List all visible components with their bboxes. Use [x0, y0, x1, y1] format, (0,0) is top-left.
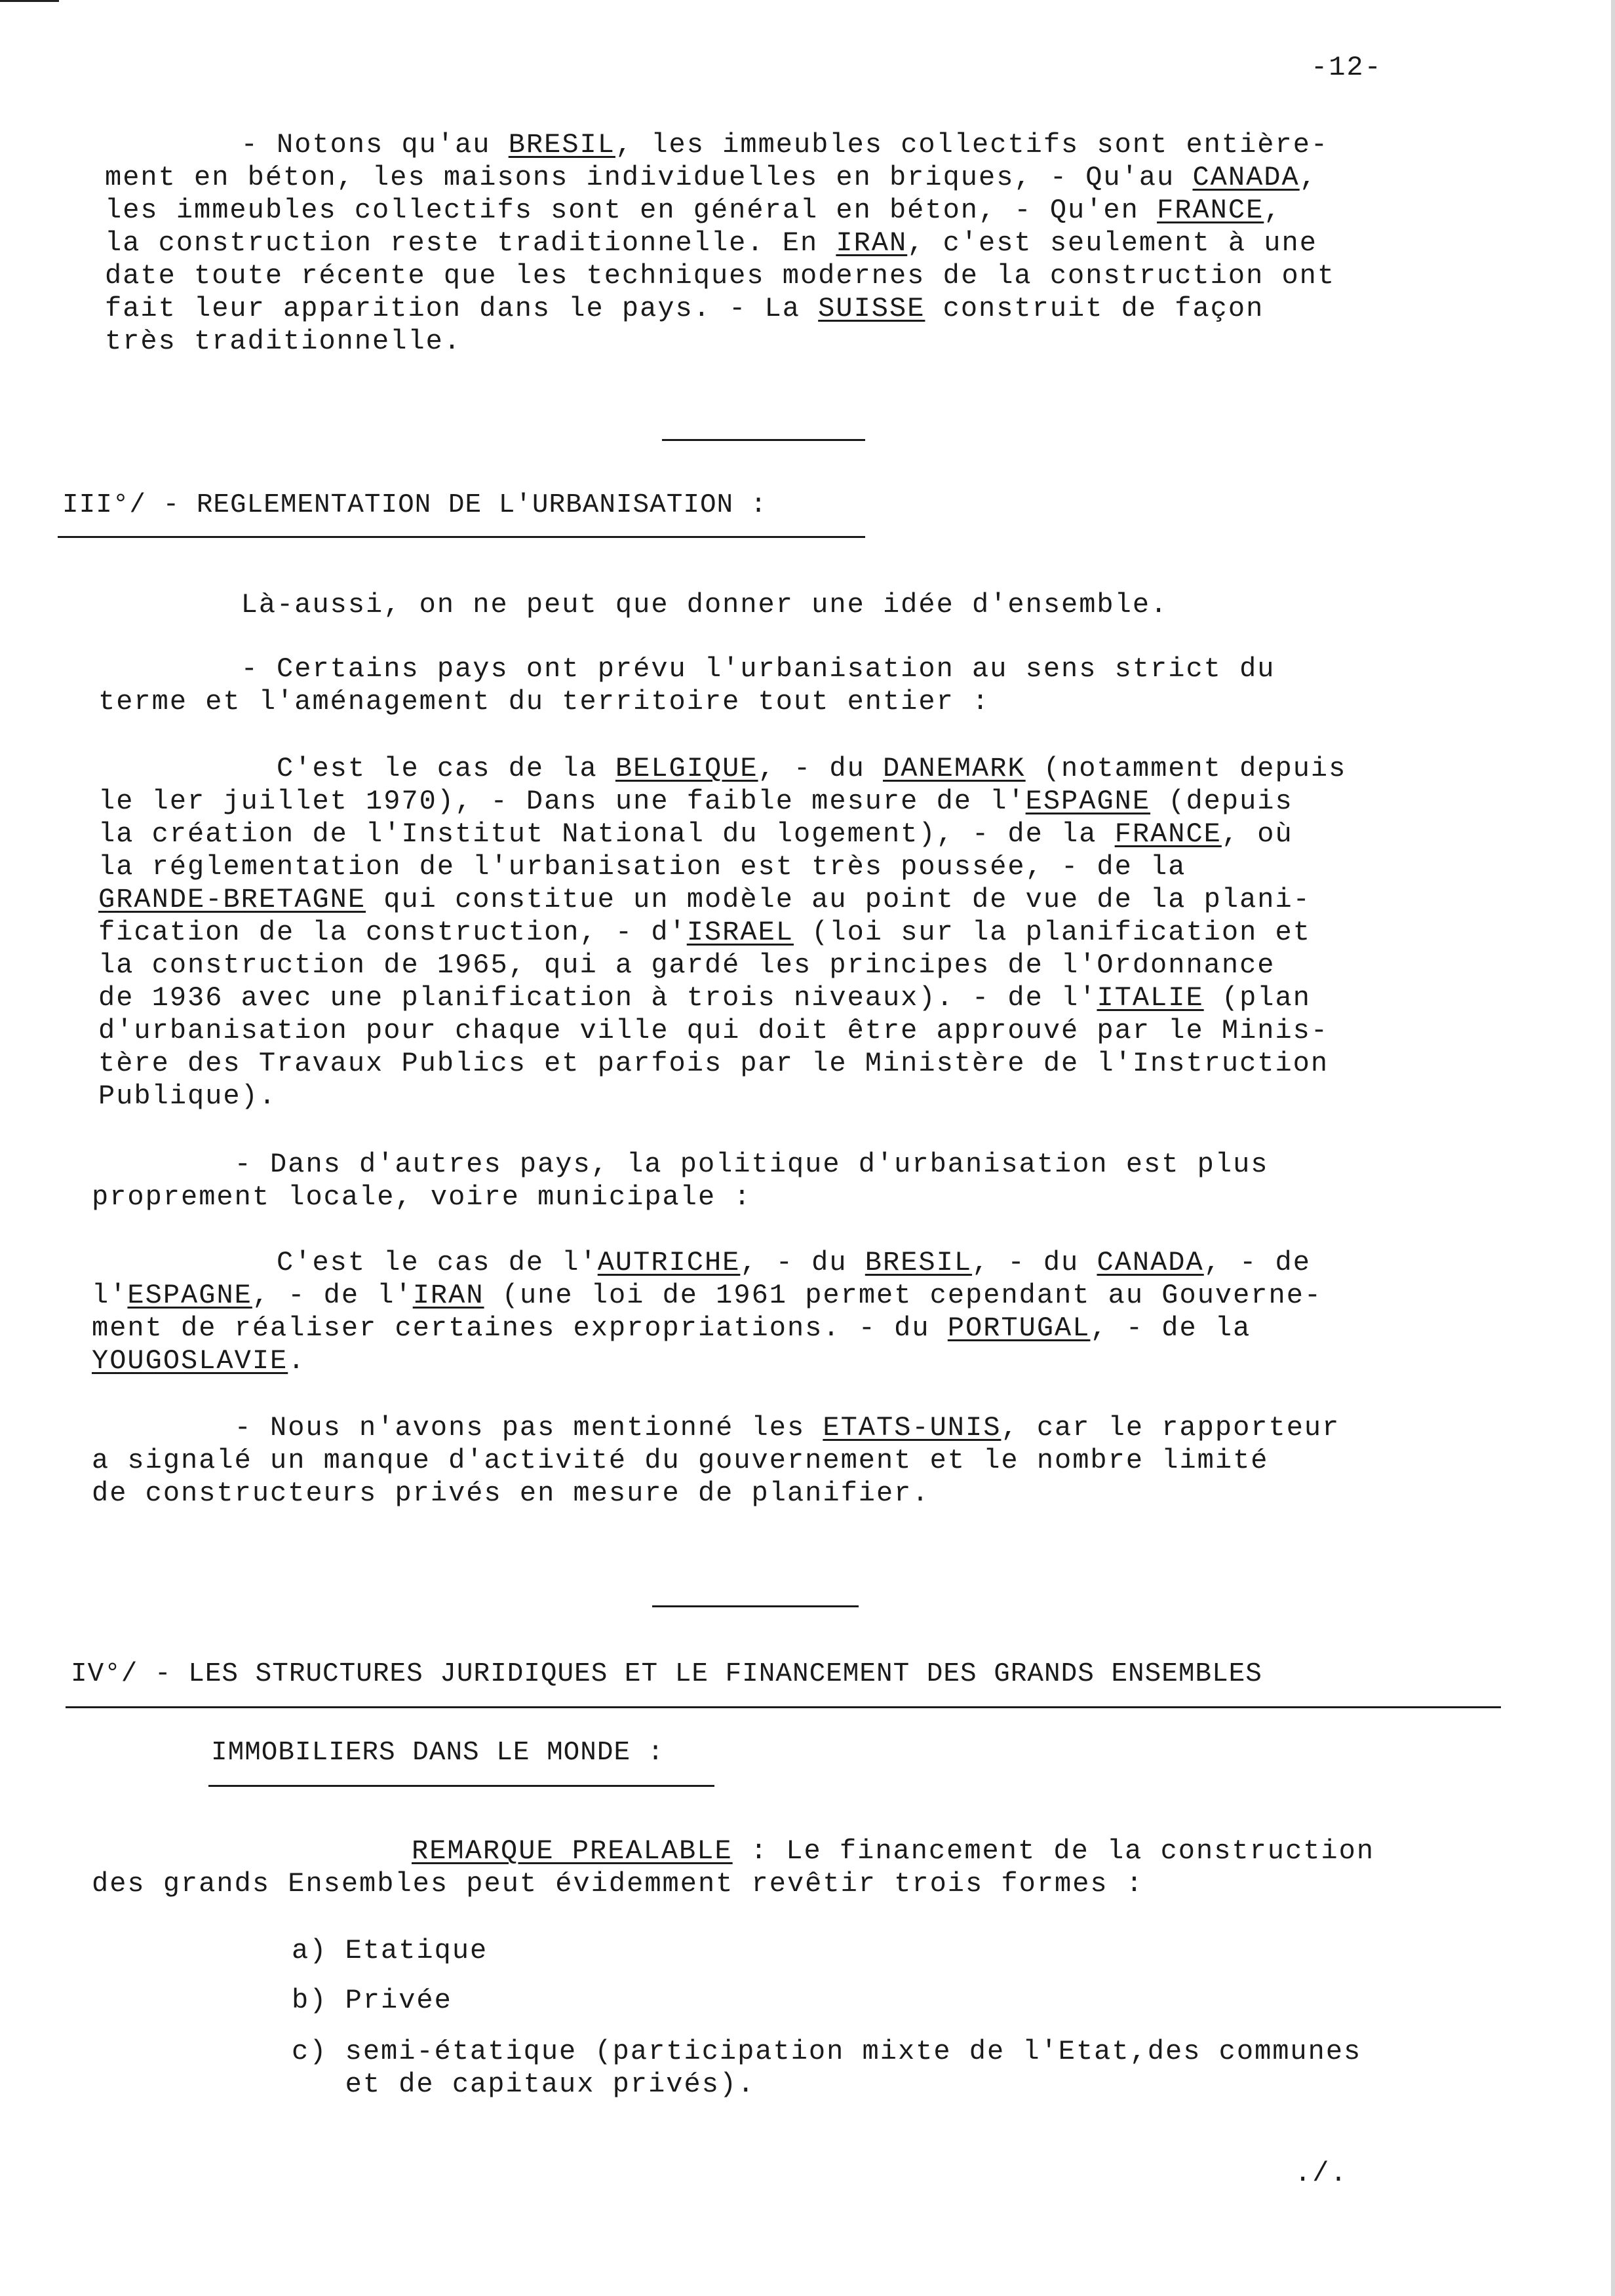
s3-p5-line-4: YOUGOSLAVIE. [92, 1345, 306, 1377]
s3-p5-line-1: C'est le cas de l'AUTRICHE, - du BRESIL, - du CANADA, - de [98, 1247, 1311, 1278]
page-number: -12- [1311, 52, 1382, 83]
country-france: FRANCE [1157, 195, 1264, 226]
scan-mark [0, 0, 59, 2]
intro-line-2: ment en béton, les maisons individuelles en briques, - Qu'au CANADA, [105, 162, 1317, 193]
country-etats-unis: ETATS-UNIS [823, 1412, 1002, 1444]
s3-p5-line-3: ment de réaliser certaines expropriations. - du PORTUGAL, - de la [92, 1312, 1251, 1344]
country-suisse: SUISSE [818, 293, 925, 324]
s3-p3-line-3: la création de l'Institut National du logement), - de la FRANCE, où [98, 818, 1293, 850]
list-item-c-line-2: et de capitaux privés). [292, 2069, 756, 2100]
s3-p3-line-4: la réglementation de l'urbanisation est très poussée, - de la [98, 851, 1186, 883]
country-danemark: DANEMARK [883, 753, 1026, 784]
page-edge-shadow [1611, 0, 1615, 2296]
remark-label: REMARQUE PREALABLE [412, 1835, 733, 1867]
section-divider [662, 439, 865, 441]
s3-p6-line-1: - Nous n'avons pas mentionné les ETATS-UNIS, car le rapporteur [92, 1412, 1340, 1444]
s3-p5-line-2: l'ESPAGNE, - de l'IRAN (une loi de 1961 permet cependant au Gouverne- [92, 1280, 1323, 1311]
country-yougoslavie: YOUGOSLAVIE [92, 1345, 288, 1377]
section-4-underline-1 [66, 1706, 1501, 1708]
intro-line-7: très traditionnelle. [105, 326, 462, 357]
s3-p3-line-6: fication de la construction, - d'ISRAEL (loi sur la planification et [98, 917, 1311, 948]
country-portugal: PORTUGAL [947, 1312, 1091, 1344]
continuation-mark: ./. [1294, 2158, 1348, 2189]
country-canada: CANADA [1097, 1247, 1204, 1278]
s3-p3-line-11: Publique). [98, 1081, 277, 1112]
list-item-a: a) Etatique [292, 1935, 488, 1966]
list-item-b: b) Privée [292, 1985, 452, 2016]
country-espagne: ESPAGNE [1025, 786, 1151, 817]
section-4-title-line-1: IV°/ - LES STRUCTURES JURIDIQUES ET LE FINANCEMENT DES GRANDS ENSEMBLES [71, 1659, 1262, 1689]
section-divider [652, 1605, 859, 1607]
intro-line-5: date toute récente que les techniques modernes de la construction ont [105, 260, 1336, 292]
s3-p6-line-3: de constructeurs privés en mesure de planifier. [92, 1478, 930, 1509]
country-grande-bretagne: GRANDE-BRETAGNE [98, 884, 366, 915]
section-3-underline [58, 536, 865, 538]
country-iran: IRAN [836, 227, 908, 259]
s3-paragraph-1: Là-aussi, on ne peut que donner une idée d'ensemble. [98, 589, 1169, 621]
intro-line-4: la construction reste traditionnelle. En IRAN, c'est seulement à une [105, 227, 1317, 259]
remark-line-2: des grands Ensembles peut évidemment revêtir trois formes : [92, 1868, 1144, 1900]
country-israel: ISRAEL [686, 917, 794, 948]
intro-line-3: les immeubles collectifs sont en général en béton, - Qu'en FRANCE, [105, 195, 1282, 226]
s3-p4-line-2: proprement locale, voire municipale : [92, 1181, 752, 1213]
s3-p3-line-8: de 1936 avec une planification à trois niveaux). - de l'ITALIE (plan [98, 982, 1311, 1014]
s3-p4-line-1: - Dans d'autres pays, la politique d'urbanisation est plus [92, 1149, 1269, 1180]
country-italie: ITALIE [1097, 982, 1204, 1014]
section-4-title-line-2: IMMOBILIERS DANS LE MONDE : [211, 1738, 665, 1768]
intro-line-6: fait leur apparition dans le pays. - La SUISSE construit de façon [105, 293, 1264, 324]
s3-p3-line-9: d'urbanisation pour chaque ville qui doit être approuvé par le Minis- [98, 1015, 1329, 1046]
s3-p3-line-5: GRANDE-BRETAGNE qui constitue un modèle au point de vue de la plani- [98, 884, 1311, 915]
country-belgique: BELGIQUE [615, 753, 758, 784]
country-autriche: AUTRICHE [597, 1247, 741, 1278]
s3-p6-line-2: a signalé un manque d'activité du gouvernement et le nombre limité [92, 1445, 1269, 1476]
country-iran: IRAN [412, 1280, 484, 1311]
list-item-c-line-1: c) semi-étatique (participation mixte de l'Etat,des communes [292, 2036, 1362, 2067]
remark-line-1: REMARQUE PREALABLE : Le financement de la construction [412, 1835, 1375, 1867]
country-france: FRANCE [1114, 818, 1222, 850]
s3-paragraph-2-line-1: - Certains pays ont prévu l'urbanisation au sens strict du [98, 653, 1275, 685]
country-bresil: BRESIL [508, 129, 615, 161]
country-bresil: BRESIL [865, 1247, 973, 1278]
s3-paragraph-2-line-2: terme et l'aménagement du territoire tout entier : [98, 686, 990, 718]
section-4-underline-2 [208, 1785, 714, 1787]
country-canada: CANADA [1192, 162, 1300, 193]
intro-line-1: - Notons qu'au BRESIL, les immeubles collectifs sont entière- [98, 129, 1329, 161]
s3-p3-line-1: C'est le cas de la BELGIQUE, - du DANEMARK (notamment depuis [98, 753, 1347, 784]
s3-p3-line-2: le ler juillet 1970), - Dans une faible mesure de l'ESPAGNE (depuis [98, 786, 1293, 817]
s3-p3-line-10: tère des Travaux Publics et parfois par le Ministère de l'Instruction [98, 1048, 1329, 1079]
section-3-title: III°/ - REGLEMENTATION DE L'URBANISATION : [62, 490, 768, 520]
s3-p3-line-7: la construction de 1965, qui a gardé les principes de l'Ordonnance [98, 949, 1275, 981]
country-espagne: ESPAGNE [127, 1280, 252, 1311]
